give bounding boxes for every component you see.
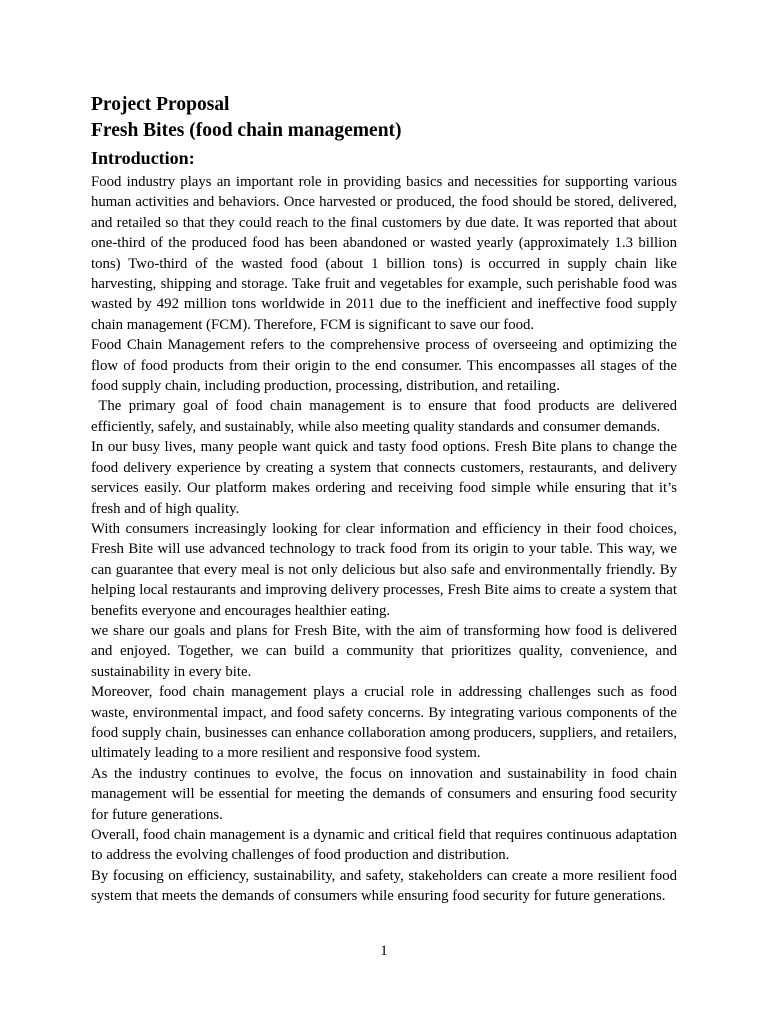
paragraph-2: Food Chain Management refers to the comprehensive process of overseeing and optimizing the flow of food products from their origin to the end consumer. This encompasses all stages of the food supply chain, including production, processing, distribution, and retailing.	[91, 337, 681, 395]
document-subtitle: Fresh Bites (food chain management)	[91, 120, 402, 141]
paragraph-3: The primary goal of food chain management is to ensure that food products are delivered efficiently, safely, and sustainably, while also meeting quality standards and consumer demands.	[91, 398, 681, 435]
paragraph-6: we share our goals and plans for Fresh Bite, with the aim of transforming how food is delivered and enjoyed. Together, we can build a community that prioritizes quality, convenience, and sustainability in every bite.	[91, 622, 681, 680]
paragraph-4: In our busy lives, many people want quick and tasty food options. Fresh Bite plans to change the food delivery experience by creating a system that connects customers, restaurants, and delivery services easily. Our platform makes ordering and receiving food simple while ensuring that it’s fresh and of high quality.	[91, 439, 681, 517]
document-body	[91, 92, 681, 907]
paragraph-7: Moreover, food chain management plays a crucial role in addressing challenges such as food waste, environmental impact, and food safety concerns. By integrating various components of the food supply chain, businesses can enhance collaboration among producers, suppliers, and retailers, ultimately leading to a more resilient and responsive food system.	[91, 684, 681, 762]
document-title: Project Proposal	[91, 94, 230, 115]
section-heading-introduction: Introduction:	[91, 148, 195, 168]
paragraph-9: Overall, food chain management is a dynamic and critical field that requires continuous adaptation to address the evolving challenges of food production and distribution.	[91, 827, 681, 864]
paragraph-10: By focusing on efficiency, sustainability, and safety, stakeholders can create a more resilient food system that meets the demands of consumers while ensuring food security for future generations.	[91, 867, 681, 905]
page-number: 1	[380, 943, 388, 959]
paragraph-8: As the industry continues to evolve, the focus on innovation and sustainability in food chain management will be essential for meeting the demands of consumers and ensuring food security for future generations.	[91, 765, 681, 823]
paragraph-1: Food industry plays an important role in providing basics and necessities for supporting various human activities and behaviors. Once harvested or produced, the food should be stored, delivered, and retailed so that they could reach to the final customers by due date. It was reported that about one-third of the produced food has been abandoned or wasted yearly (approximately 1.3 billion tons) Two-third of the wasted food (about 1 billion tons) is occurred in supply chain like harvesting, shipping and storage. Take fruit and vegetables for example, such perishable food was wasted by 492 million tons worldwide in 2011 due to the inefficient and ineffective food supply chain management (FCM). Therefore, FCM is significant to save our food.	[91, 174, 681, 333]
paragraph-5: With consumers increasingly looking for clear information and efficiency in their food choices, Fresh Bite will use advanced technology to track food from its origin to your table. This way, we can guarantee that every meal is not only delicious but also safe and environmentally friendly. By helping local restaurants and improving delivery processes, Fresh Bite aims to create a system that benefits everyone and encourages healthier eating.	[91, 520, 681, 619]
